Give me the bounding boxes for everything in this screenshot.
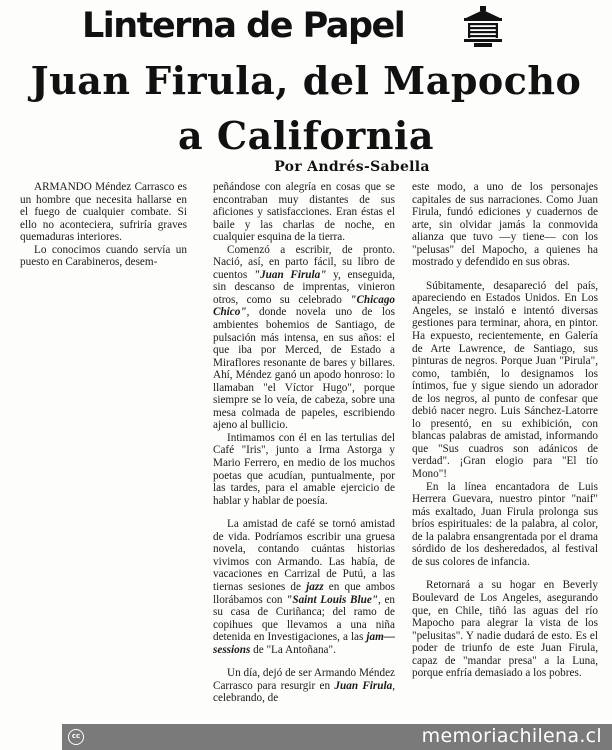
paragraph: En la línea encantadora de Luis Herrera Guevara, nuestro pintor "naif" más exaltado, Juan Firula prolonga sus bríos espirituales: de la palabra, al color, de la palabra ensangrentada por el drama sórdido de los desheredados, al festival de sus colores de infancia. bbox=[412, 480, 598, 568]
creative-commons-icon[interactable]: cc bbox=[68, 729, 84, 745]
paragraph-text: Méndez Carrasco es un hombre que necesita hallarse en el fuego de cualquier combate. Si ello no aconteciera, sufriría graves quemaduras interiores. bbox=[20, 181, 187, 244]
paragraph: Retornará a su hogar en Beverly Boulevard de Los Angeles, asegurando que, en Chile, tiñó las aguas del río Mapocho para alegrar la vista de los "pelusitas". Y nadie dudará de esto. Es el poder de triunfo de este Juan Firula, capaz de "mandar presa" a la Luna, porque enfría demasiado a los pobres. bbox=[412, 579, 598, 680]
headline-line-1: Juan Firula, del Mapocho bbox=[30, 58, 582, 103]
lead-word: ARMANDO bbox=[34, 181, 92, 193]
source-footer bbox=[62, 724, 612, 750]
source-site-link[interactable]: memoriachilena.cl bbox=[421, 725, 602, 747]
paragraph: este modo, a uno de los personajes capitales de sus narraciones. Como Juan Firula, fundó ediciones y cuadernos de arte, sin olvidar jamás la conmovida alianza que tuvo —y tiene— con los "pelusas" del Mapocho, a quienes ha mostrado y defendido en sus obras. bbox=[412, 181, 598, 269]
lantern-icon bbox=[460, 6, 506, 48]
masthead bbox=[82, 4, 512, 50]
article-column-3 bbox=[412, 181, 598, 680]
paragraph: peñándose con alegría en cosas que se encontraban muy distantes de sus aficiones y satisfacciones. Eran éstas el baile y las charlas de noche, en cualquier esquina de la tierra. bbox=[213, 181, 395, 244]
paragraph: Intimamos con él en las tertulias del Café "Iris", junto a Irma Astorga y Mario Ferrero, en medio de los muchos poetas que acudían, puntualmente, por las tardes, para el amable ejercicio de hablar y hablar de poesía. bbox=[213, 431, 395, 507]
paragraph: Comenzó a escribir, de pronto. Nació, así, en parto fácil, su libro de cuentos "Juan Firula" y, enseguida, sin descanso de imprentas, vinieron otros, como su celebrado "Chicago Chico", donde novela uno de los ambientes bohemios de Santiago, de pulsación más intensa, en sus años: el que iba por Merced, de Estado a Miraflores resonante de bares y billares. Ahí, Méndez ganó un apodo honroso: lo llamaban "el Víctor Hugo", porque siempre se lo veía, de cabeza, sobre una mesa colmada de papeles, escribiendo ajeno al bullicio. bbox=[213, 243, 395, 432]
paragraph: Súbitamente, desapareció del país, apareciendo en Estados Unidos. En Los Angeles, se instaló e intentó diversas gestiones para terminar, ahora, en pintor. Ha expuesto, recientemente, en Galería de Arte Lawrence, de Santiago, sus pinturas de negros. Porque Juan "Pirula", como, también, lo designamos los íntimos, fue y sigue siendo un adorador de los negros, al punto de confesar que debió nacer negro. Luis Sánchez-Latorre lo presentó, en su exhibición, con blancas palabras de amistad, informando que "Sus cuadros son adánicos de verdad". ¡Gran elogio para "El tío Mono"! bbox=[412, 279, 598, 481]
paragraph: La amistad de café se tornó amistad de vida. Podríamos escribir una gruesa novela, contando cuántas historias vivimos con Armando. Las había, de vacaciones en Carrizal de Putú, a las tiernas sesiones de jazz en que ambos llorábamos con "Saint Louis Blue", en su casa de Curiñanca; del ramo de copihues que llevamos a una niña detenida en Investigaciones, a las jam—sessions de "La Antoñana". bbox=[213, 518, 396, 656]
paragraph: Un día, dejó de ser Armando Méndez Carrasco para resurgir en Juan Firula, celebrando, de bbox=[213, 667, 395, 705]
article-column-2 bbox=[213, 181, 395, 705]
headline-line-2: a California bbox=[178, 113, 434, 158]
masthead-title: Linterna de Papel bbox=[82, 6, 405, 46]
paragraph: Lo conocimos cuando servía un puesto en Carabineros, desem- bbox=[20, 243, 187, 269]
paragraph bbox=[20, 181, 187, 244]
article-column-1 bbox=[20, 181, 187, 269]
byline: Por Andrés-Sabella bbox=[274, 159, 430, 175]
